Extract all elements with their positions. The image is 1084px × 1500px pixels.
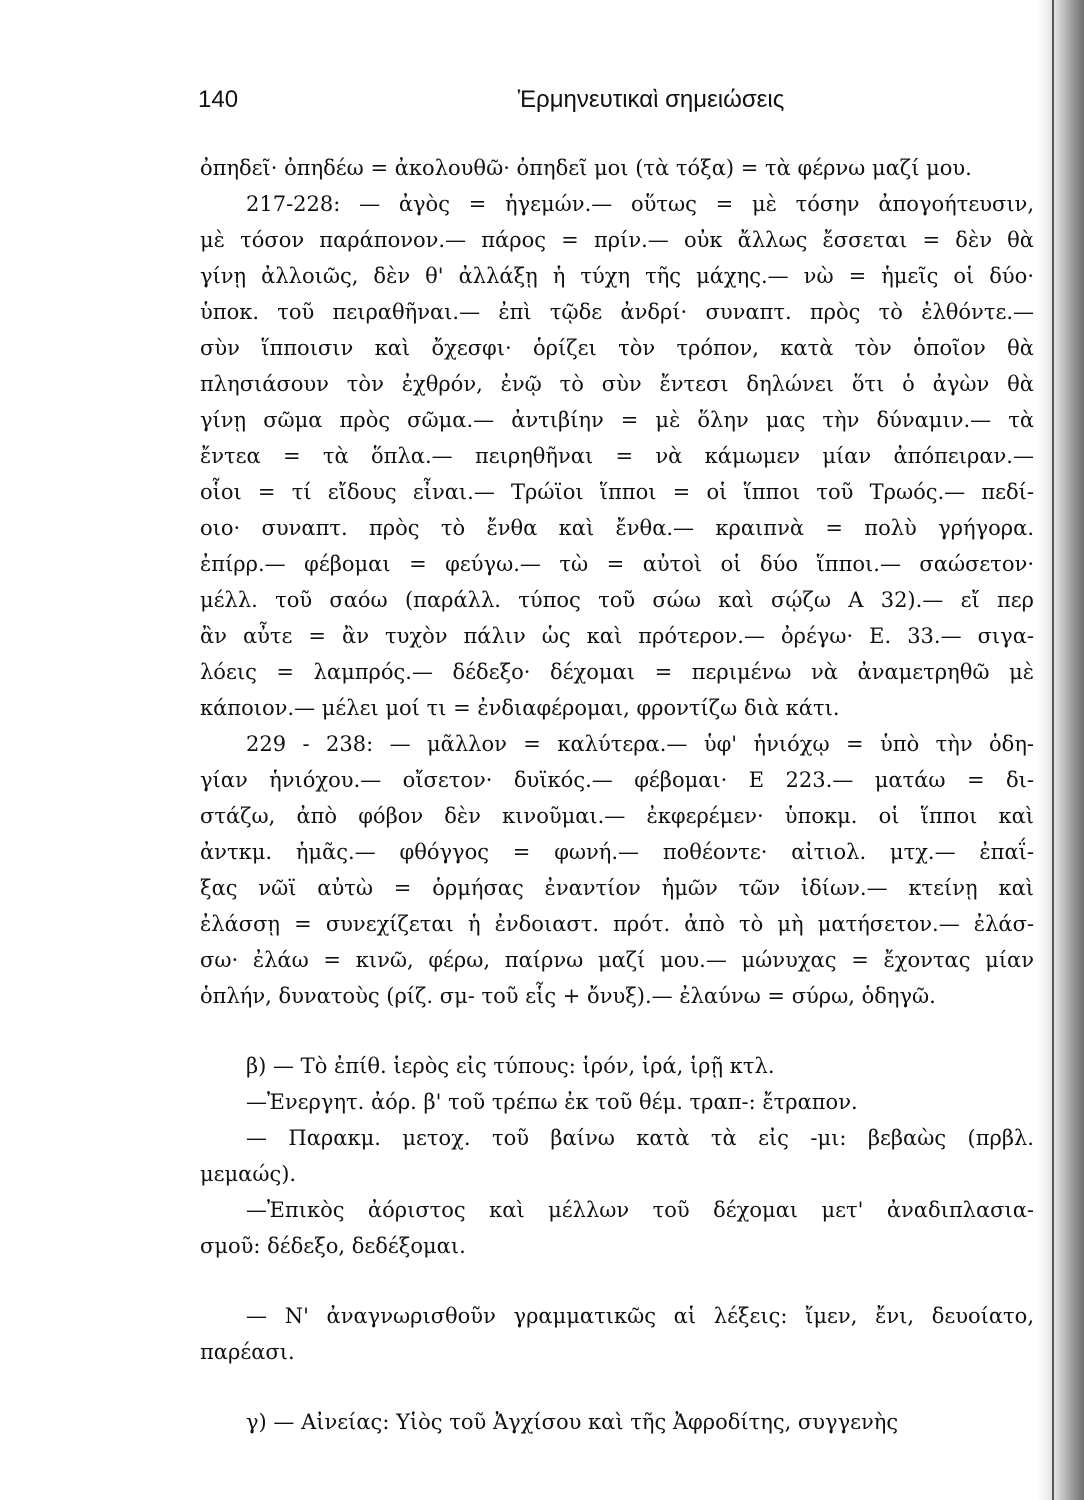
text-line: ὑποκ. τοῦ πειραθῆναι.— ἐπὶ τῷδε ἀνδρί· συναπτ. πρὸς τὸ ἐλθόντε.— (200, 300, 1034, 324)
commentary-text (200, 150, 1034, 1440)
paragraph (200, 1120, 1034, 1192)
text-line: —Ἐπικὸς ἀόριστος καὶ μέλλων τοῦ δέχομαι μετ' ἀναδιπλασια- (246, 1198, 1034, 1222)
text-line: 217-228: — ἀγὸς = ἡγεμών.— οὕτως = μὲ τόσην ἀπογοήτευσιν, (246, 192, 1034, 216)
paragraph (200, 150, 1034, 186)
page-edge-shadow (1038, 0, 1084, 1500)
text-line: ὁπλήν, δυνατοὺς (ρίζ. σμ- τοῦ εἷς + ὄνυξ).— ἐλαύνω = σύρω, ὁδηγῶ. (200, 984, 936, 1008)
text-line: οιο· συναπτ. πρὸς τὸ ἔνθα καὶ ἔνθα.— κραιπνὰ = πολὺ γρήγορα. (200, 516, 1034, 540)
paragraph (200, 1404, 1034, 1440)
text-line: γίνῃ ἀλλοιῶς, δὲν θ' ἀλλάξῃ ἡ τύχη τῆς μάχης.— νὼ = ἡμεῖς οἱ δύο· (200, 264, 1034, 288)
text-line: σὺν ἵπποισιν καὶ ὄχεσφι· ὁρίζει τὸν τρόπον, κατὰ τὸν ὁποῖον θὰ (200, 336, 1034, 360)
text-line: —Ἐνεργητ. ἀόρ. β' τοῦ τρέπω ἐκ τοῦ θέμ. τραπ-: ἔτραπον. (246, 1090, 858, 1114)
text-line: γ) — Αἰνείας: Υἱὸς τοῦ Ἀγχίσου καὶ τῆς Ἀφροδίτης, συγγενὴς (246, 1410, 899, 1434)
text-line: ἐλάσσῃ = συνεχίζεται ἡ ἐνδοιαστ. πρότ. ἀπὸ τὸ μὴ ματήσετον.— ἐλάσ- (200, 912, 1034, 936)
page-number: 140 (198, 86, 239, 113)
text-line: λόεις = λαμπρός.— δέδεξο· δέχομαι = περιμένω νὰ ἀναμετρηθῶ μὲ (200, 660, 1034, 684)
text-line: σω· ἐλάω = κινῶ, φέρω, παίρνω μαζί μου.— μώνυχας = ἔχοντας μίαν (200, 948, 1034, 972)
text-line: — Ν' ἀναγνωρισθοῦν γραμματικῶς αἱ λέξεις: ἴμεν, ἔνι, δευοίατο, (246, 1304, 1034, 1328)
text-line: ἂν αὖτε = ἂν τυχὸν πάλιν ὡς καὶ πρότερον.— ὀρέγω· Ε. 33.— σιγα- (200, 624, 1034, 648)
text-line: γίαν ἡνιόχου.— οἴσετον· δυϊκός.— φέβομαι· Ε 223.— ματάω = δι- (200, 768, 1034, 792)
page-edge-line (1052, 0, 1054, 1500)
text-line: κάποιον.— μέλει μοί τι = ἐνδιαφέρομαι, φροντίζω διὰ κάτι. (200, 696, 840, 720)
text-line: β) — Τὸ ἐπίθ. ἱερὸς εἰς τύπους: ἱρόν, ἱρά, ἱρῇ κτλ. (246, 1054, 775, 1078)
paragraph (200, 1084, 1034, 1120)
text-line: ξας νῶϊ αὐτὼ = ὁρμήσας ἐναντίον ἡμῶν τῶν ἰδίων.— κτείνῃ καὶ (200, 876, 1034, 900)
text-line: στάζω, ἀπὸ φόβον δὲν κινοῦμαι.— ἐκφερέμεν· ὑποκμ. οἱ ἵπποι καὶ (200, 804, 1034, 828)
text-line: σμοῦ: δέδεξο, δεδέξομαι. (200, 1234, 466, 1258)
text-line: ἔντεα = τὰ ὅπλα.— πειρηθῆναι = νὰ κάμωμεν μίαν ἀπόπειραν.— (200, 444, 1034, 468)
text-line: ἐπίρρ.— φέβομαι = φεύγω.— τὼ = αὐτοὶ οἱ δύο ἵπποι.— σαώσετον· (200, 552, 1034, 576)
text-line: 229 - 238: — μᾶλλον = καλύτερα.— ὑφ' ἡνιόχῳ = ὑπὸ τὴν ὁδη- (246, 732, 1034, 756)
running-title: Ἑρμηνευτικαὶ σημειώσεις (517, 86, 785, 113)
page-header (198, 86, 1034, 122)
paragraph (200, 1048, 1034, 1084)
paragraph (200, 1298, 1034, 1370)
text-line: γίνῃ σῶμα πρὸς σῶμα.— ἀντιβίην = μὲ ὅλην μας τὴν δύναμιν.— τὰ (200, 408, 1034, 432)
paragraph (200, 726, 1034, 1014)
text-line: ἀντκμ. ἡμᾶς.— φθόγγος = φωνή.— ποθέοντε· αἰτιολ. μτχ.— ἐπαΐ- (200, 840, 1034, 864)
text-line: μεμαώς). (200, 1162, 297, 1186)
paragraph (200, 1192, 1034, 1264)
text-line: παρέασι. (200, 1340, 295, 1364)
text-line: μὲ τόσον παράπονον.— πάρος = πρίν.— οὐκ ἄλλως ἔσσεται = δὲν θὰ (200, 228, 1034, 252)
text-line: πλησιάσουν τὸν ἐχθρόν, ἐνῷ τὸ σὺν ἔντεσι δηλώνει ὅτι ὁ ἀγὼν θὰ (200, 372, 1034, 396)
text-line: — Παρακμ. μετοχ. τοῦ βαίνω κατὰ τὰ εἰς -μι: βεβαὼς (πρβλ. (246, 1126, 1034, 1150)
paragraph (200, 186, 1034, 726)
text-line: ὀπηδεῖ· ὀπηδέω = ἀκολουθῶ· ὀπηδεῖ μοι (τὰ τόξα) = τὰ φέρνω μαζί μου. (200, 156, 972, 180)
text-line: μέλλ. τοῦ σαόω (παράλλ. τύπος τοῦ σώω καὶ σῴζω Α 32).— εἴ περ (200, 588, 1034, 612)
text-line: οἷοι = τί εἴδους εἶναι.— Τρώϊοι ἵπποι = οἱ ἵπποι τοῦ Τρωός.— πεδί- (200, 480, 1034, 504)
